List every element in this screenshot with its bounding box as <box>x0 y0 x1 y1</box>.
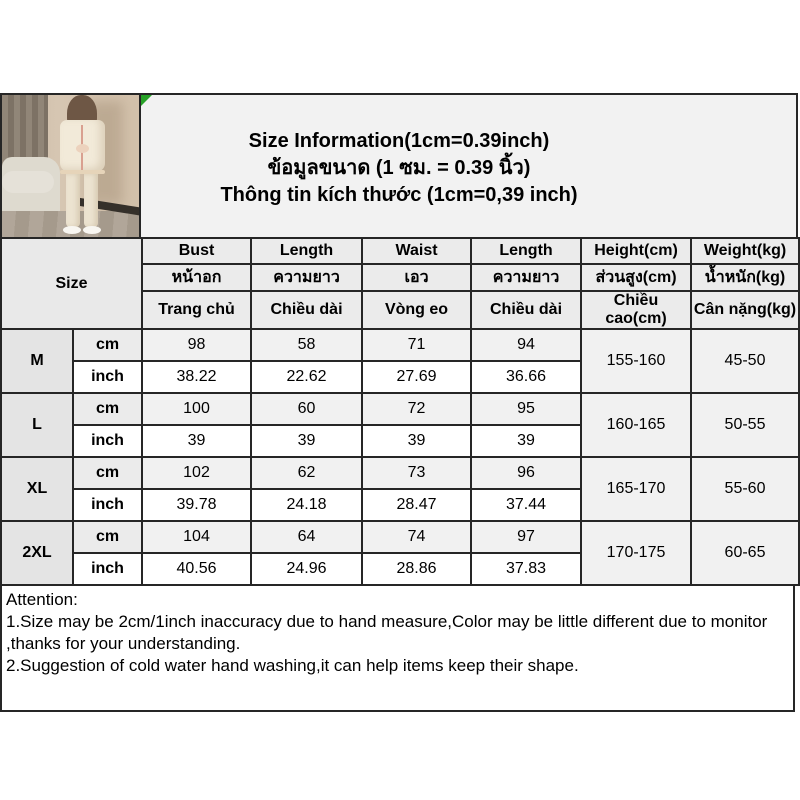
size-label-l: L <box>1 393 73 457</box>
2xl-height-range: 170-175 <box>581 521 691 585</box>
col-header-waist-vi: Vòng eo <box>362 291 471 329</box>
col-header-length2-th: ความยาว <box>471 264 581 291</box>
xl-waist-cm: 73 <box>362 457 471 489</box>
col-header-waist-en: Waist <box>362 238 471 264</box>
row-xl-cm <box>1 457 799 489</box>
unit-label-cm: cm <box>73 521 142 553</box>
l-height-range: 160-165 <box>581 393 691 457</box>
col-header-bust-vi: Trang chủ <box>142 291 251 329</box>
product-photo <box>2 95 141 237</box>
unit-label-cm: cm <box>73 329 142 361</box>
xl-height-range: 165-170 <box>581 457 691 521</box>
col-header-height-vi: Chiều cao(cm) <box>581 291 691 329</box>
m-length1-inch: 22.62 <box>251 361 362 393</box>
2xl-length1-inch: 24.96 <box>251 553 362 585</box>
xl-bust-cm: 102 <box>142 457 251 489</box>
m-waist-cm: 71 <box>362 329 471 361</box>
size-chart-sheet <box>0 93 798 712</box>
size-header-label: Size <box>1 238 142 329</box>
m-bust-cm: 98 <box>142 329 251 361</box>
size-label-2xl: 2XL <box>1 521 73 585</box>
l-length2-inch: 39 <box>471 425 581 457</box>
col-header-length1-th: ความยาว <box>251 264 362 291</box>
photo-model-hands <box>76 144 89 153</box>
m-length1-cm: 58 <box>251 329 362 361</box>
unit-label-inch: inch <box>73 489 142 521</box>
title-thai: ข้อมูลขนาด (1 ซม. = 0.39 นิ้ว) <box>267 157 531 179</box>
unit-label-cm: cm <box>73 393 142 425</box>
xl-length1-inch: 24.18 <box>251 489 362 521</box>
header-section <box>0 93 798 239</box>
row-l-cm <box>1 393 799 425</box>
xl-weight-range: 55-60 <box>691 457 799 521</box>
l-waist-cm: 72 <box>362 393 471 425</box>
col-header-bust-th: หน้าอก <box>142 264 251 291</box>
l-length2-cm: 95 <box>471 393 581 425</box>
col-header-weight-en: Weight(kg) <box>691 238 799 264</box>
photo-pajama-pant-left <box>66 174 80 227</box>
photo-slipper-left <box>63 226 81 234</box>
xl-length2-cm: 96 <box>471 457 581 489</box>
m-waist-inch: 27.69 <box>362 361 471 393</box>
2xl-waist-inch: 28.86 <box>362 553 471 585</box>
m-bust-inch: 38.22 <box>142 361 251 393</box>
attention-box <box>0 584 795 712</box>
cell-error-marker-icon <box>141 95 152 106</box>
col-header-height-en: Height(cm) <box>581 238 691 264</box>
col-header-bust-en: Bust <box>142 238 251 264</box>
header-row-english <box>1 238 799 264</box>
attention-heading: Attention: <box>6 590 78 609</box>
title-vietnamese: Thông tin kích thước (1cm=0,39 inch) <box>220 184 578 206</box>
unit-label-inch: inch <box>73 425 142 457</box>
row-m-cm <box>1 329 799 361</box>
unit-label-cm: cm <box>73 457 142 489</box>
l-waist-inch: 39 <box>362 425 471 457</box>
attention-note-1: 1.Size may be 2cm/1inch inaccuracy due to hand measure,Color may be little different due to monitor ,thanks for your understanding. <box>6 612 768 653</box>
col-header-length1-en: Length <box>251 238 362 264</box>
m-height-range: 155-160 <box>581 329 691 393</box>
2xl-bust-inch: 40.56 <box>142 553 251 585</box>
attention-note-2: 2.Suggestion of cold water hand washing,it can help items keep their shape. <box>6 656 579 675</box>
title-cell <box>141 95 796 237</box>
xl-length2-inch: 37.44 <box>471 489 581 521</box>
col-header-weight-th: น้ำหนัก(kg) <box>691 264 799 291</box>
m-weight-range: 45-50 <box>691 329 799 393</box>
unit-label-inch: inch <box>73 553 142 585</box>
m-length2-cm: 94 <box>471 329 581 361</box>
col-header-length2-vi: Chiều dài <box>471 291 581 329</box>
col-header-weight-vi: Cân nặng(kg) <box>691 291 799 329</box>
photo-sofa-arm <box>2 171 54 193</box>
2xl-length2-inch: 37.83 <box>471 553 581 585</box>
photo-model <box>56 95 110 237</box>
2xl-weight-range: 60-65 <box>691 521 799 585</box>
photo-slipper-right <box>83 226 101 234</box>
size-label-xl: XL <box>1 457 73 521</box>
title-english: Size Information(1cm=0.39inch) <box>248 130 550 152</box>
2xl-length1-cm: 64 <box>251 521 362 553</box>
size-table <box>0 237 800 586</box>
col-header-length2-en: Length <box>471 238 581 264</box>
unit-label-inch: inch <box>73 361 142 393</box>
2xl-waist-cm: 74 <box>362 521 471 553</box>
col-header-height-th: ส่วนสูง(cm) <box>581 264 691 291</box>
xl-bust-inch: 39.78 <box>142 489 251 521</box>
l-bust-inch: 39 <box>142 425 251 457</box>
size-label-m: M <box>1 329 73 393</box>
col-header-waist-th: เอว <box>362 264 471 291</box>
l-bust-cm: 100 <box>142 393 251 425</box>
xl-length1-cm: 62 <box>251 457 362 489</box>
photo-pajama-pant-right <box>84 174 98 227</box>
2xl-length2-cm: 97 <box>471 521 581 553</box>
2xl-bust-cm: 104 <box>142 521 251 553</box>
row-2xl-cm <box>1 521 799 553</box>
l-weight-range: 50-55 <box>691 393 799 457</box>
l-length1-inch: 39 <box>251 425 362 457</box>
m-length2-inch: 36.66 <box>471 361 581 393</box>
xl-waist-inch: 28.47 <box>362 489 471 521</box>
col-header-length1-vi: Chiều dài <box>251 291 362 329</box>
l-length1-cm: 60 <box>251 393 362 425</box>
